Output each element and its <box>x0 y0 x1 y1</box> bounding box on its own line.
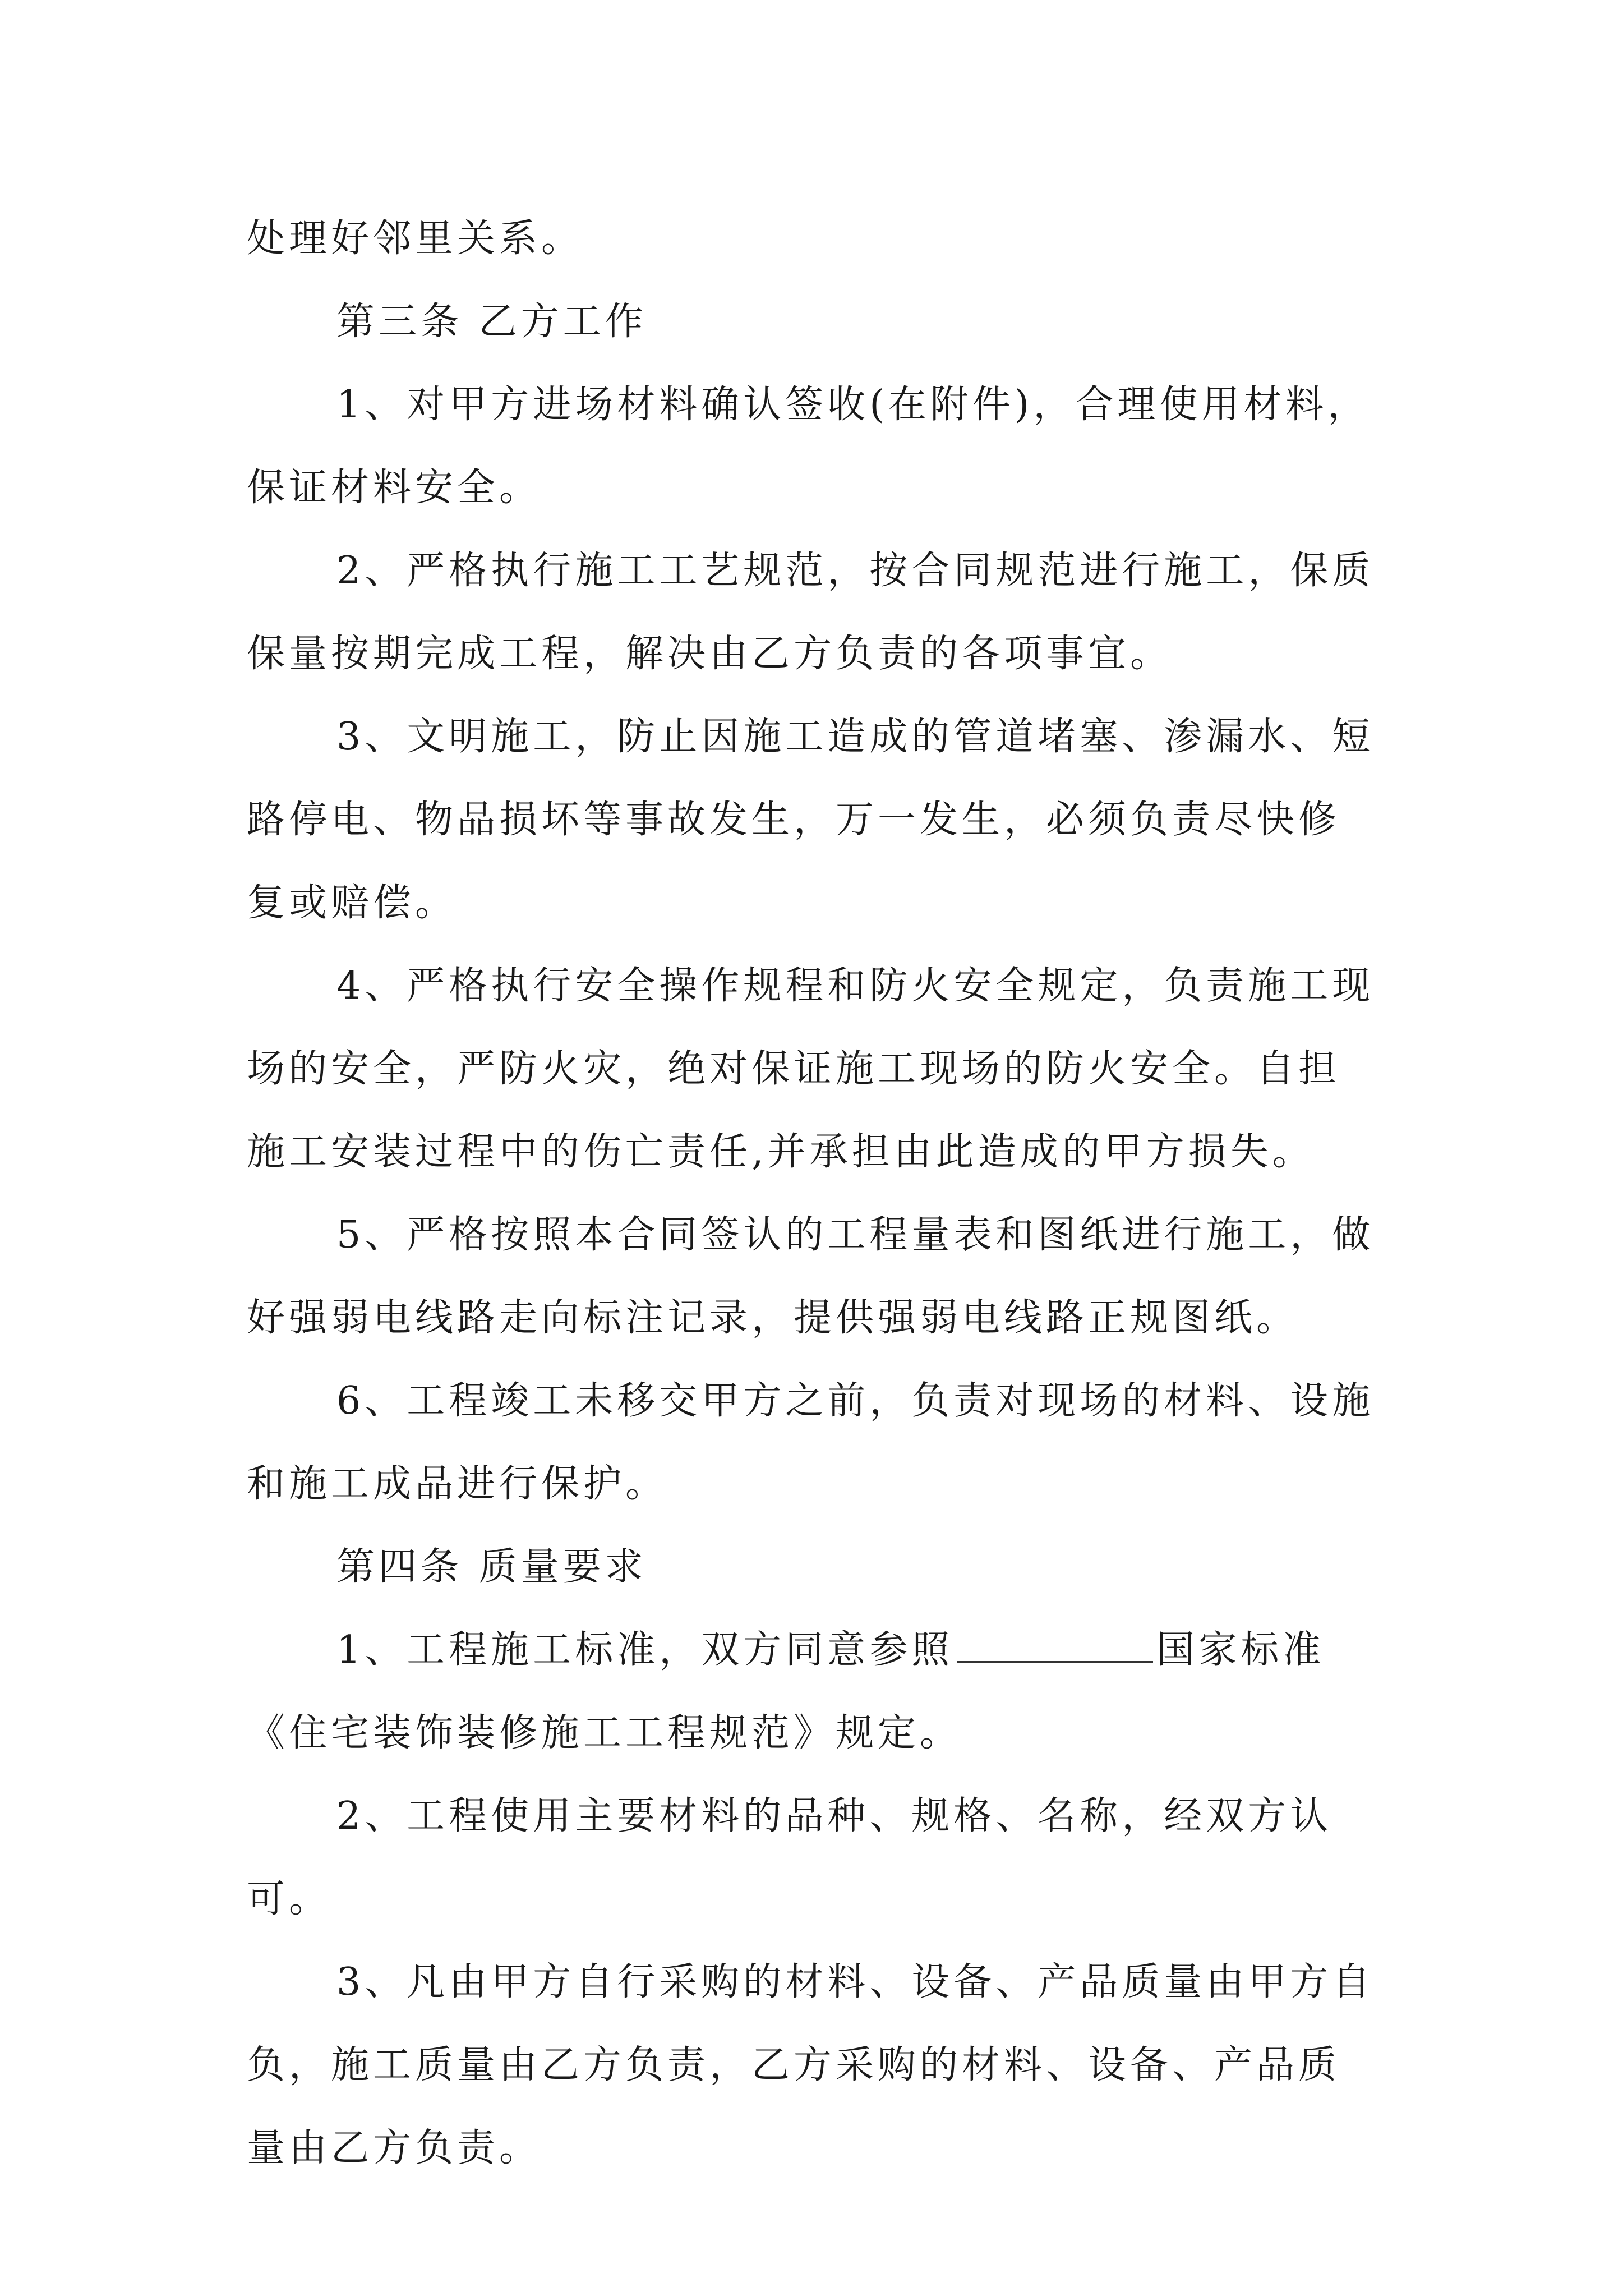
article-4-heading: 第四条 质量要求 <box>336 1545 647 1589</box>
fill-in-blank-line <box>957 1627 1153 1663</box>
article-4-item-1-text-before: 1、工程施工标准，双方同意参照 <box>336 1628 954 1672</box>
article-3-item-6: 6、工程竣工未移交甲方之前，负责对现场的材料、设施和施工成品进行保护。 <box>247 1379 1375 1506</box>
article-3-heading: 第三条 乙方工作 <box>336 300 647 344</box>
article-3-item-3: 3、文明施工，防止因施工造成的管道堵塞、渗漏水、短路停电、物品损坏等事故发生，万一发生，必须负责尽快修复或赔偿。 <box>247 715 1375 925</box>
article-4-item-2: 2、工程使用主要材料的品种、规格、名称，经双方认可。 <box>247 1794 1332 1921</box>
article-3-item-2: 2、严格执行施工工艺规范，按合同规范进行施工，保质保量按期完成工程，解决由乙方负责的各项事宜。 <box>247 549 1375 676</box>
article-4-item-1 <box>247 1609 1380 1775</box>
article-4-item-1-text-after: 国家标准《住宅装饰装修施工工程规范》规定。 <box>247 1628 1325 1755</box>
article-4-item-3: 3、凡由甲方自行采购的材料、设备、产品质量由甲方自负，施工质量由乙方负责，乙方采购的材料、设备、产品质量由乙方负责。 <box>247 1960 1375 2170</box>
document-body <box>247 197 1380 2190</box>
article-3-item-1: 1、对甲方进场材料确认签收(在附件)，合理使用材料，保证材料安全。 <box>247 383 1370 510</box>
article-3-item-4: 4、严格执行安全操作规程和防火安全规定，负责施工现场的安全，严防火灾，绝对保证施工现场的防火安全。自担施工安装过程中的伤亡责任,并承担由此造成的甲方损失。 <box>247 964 1375 1174</box>
paragraph-intro-end: 处理好邻里关系。 <box>247 217 584 261</box>
article-3-item-5: 5、严格按照本合同签认的工程量表和图纸进行施工，做好强弱电线路走向标注记录，提供强弱电线路正规图纸。 <box>247 1213 1375 1340</box>
